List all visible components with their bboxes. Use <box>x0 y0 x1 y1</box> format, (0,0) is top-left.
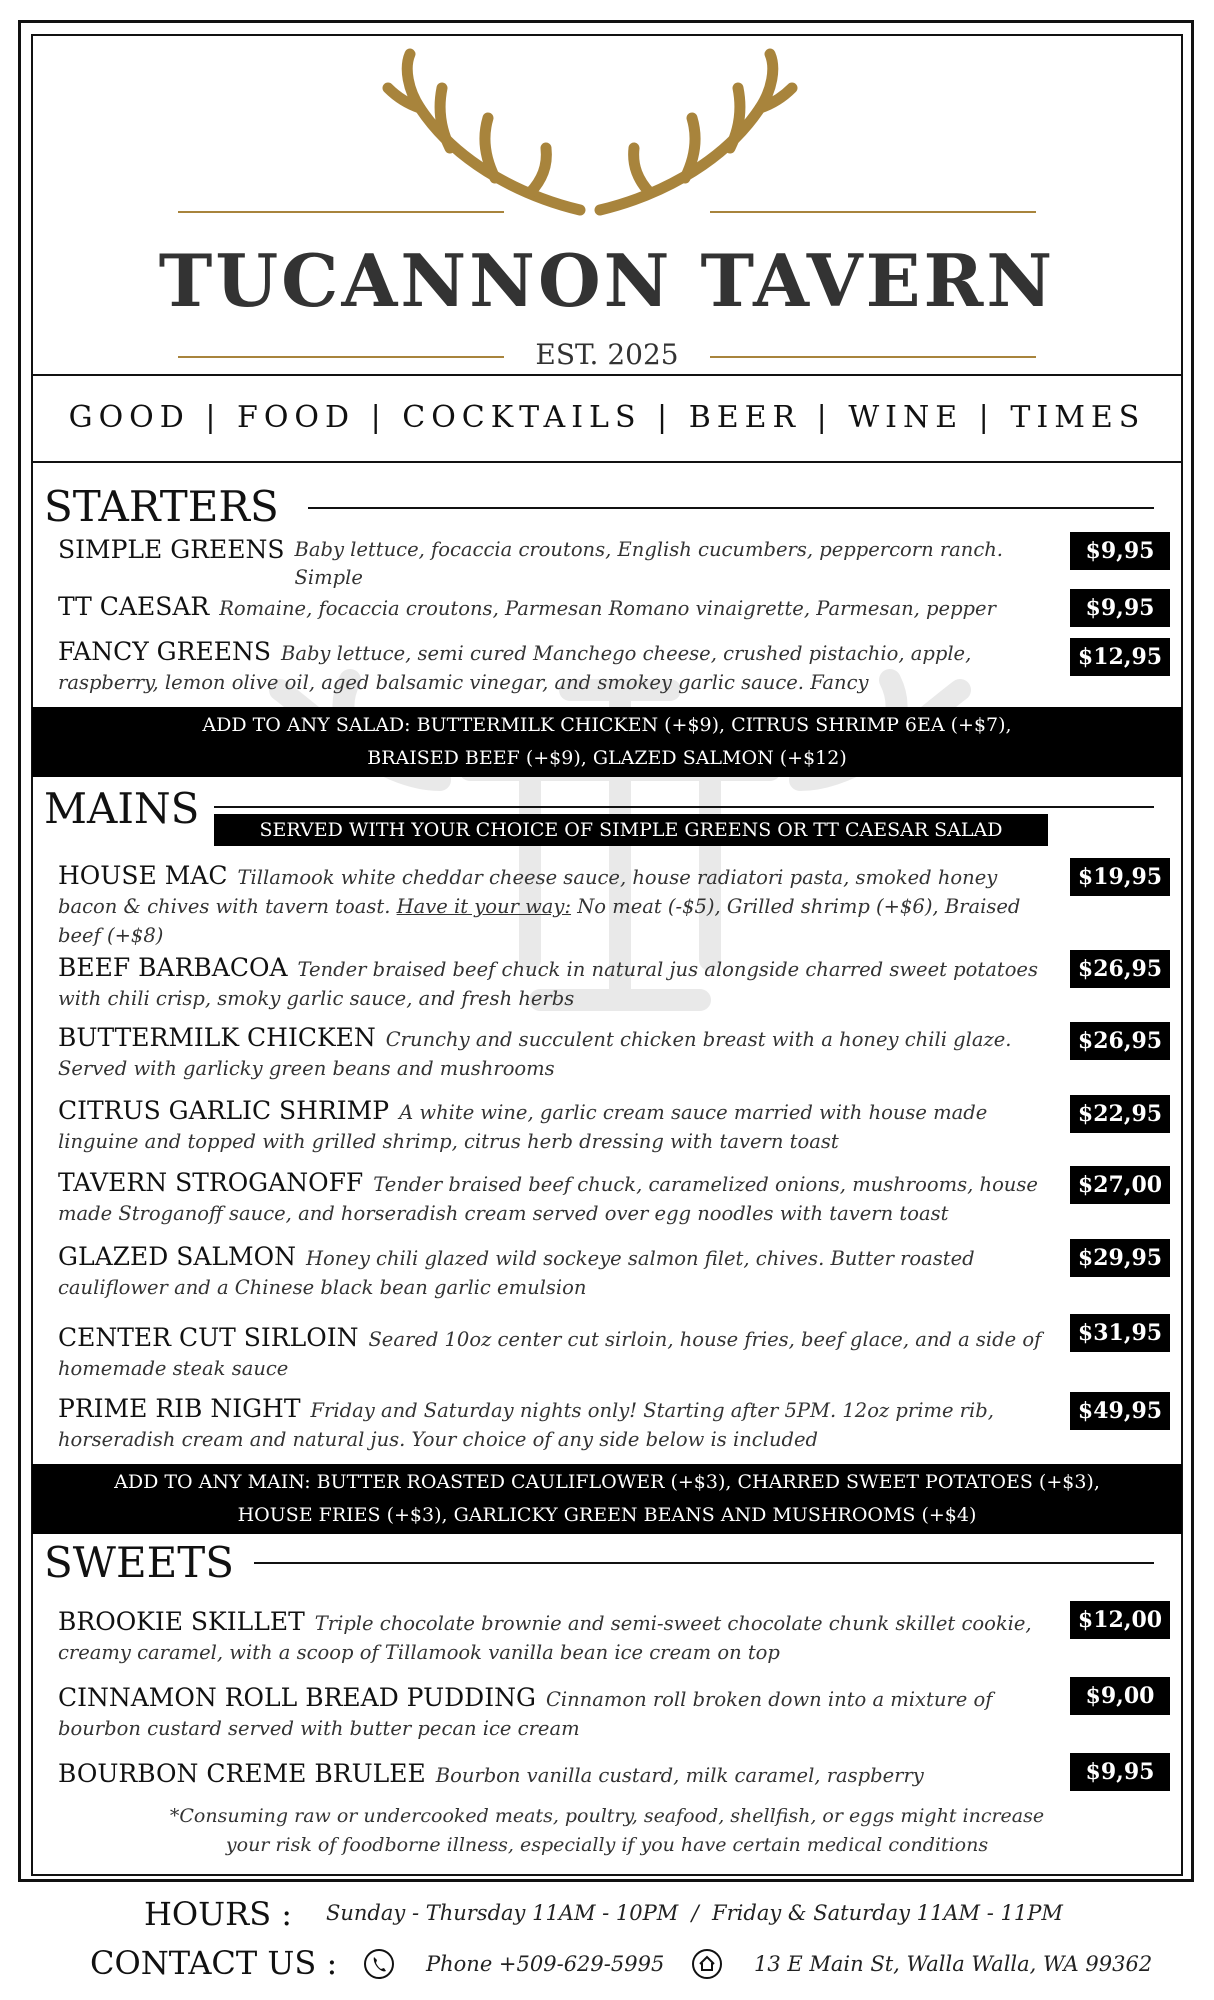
main-addon-banner <box>32 1464 1182 1534</box>
disclaimer-line-2: your risk of foodborne illness, especially if you have certain medical conditions <box>225 1834 989 1856</box>
mains-subtitle-banner: SERVED WITH YOUR CHOICE OF SIMPLE GREENS OR TT CAESAR SALAD <box>214 814 1048 846</box>
item-description: Friday and Saturday nights only! Starting after 5PM. 12oz prime rib, horseradish cream and natural jus. Your choice of any side below is included <box>58 1399 994 1451</box>
price-prime-rib-night: $49,95 <box>1070 1392 1170 1430</box>
disclaimer-line-1: *Consuming raw or undercooked meats, poultry, seafood, shellfish, or eggs might increase <box>169 1805 1045 1827</box>
item-description: Crunchy and succulent chicken breast with a honey chili glaze. Served with garlicky green beans and mushrooms <box>58 1028 1012 1080</box>
item-name: BEEF BARBACOA <box>58 953 288 982</box>
price-beef-barbacoa: $26,95 <box>1070 950 1170 988</box>
item-name: CENTER CUT SIRLOIN <box>58 1323 359 1352</box>
price-brookie-skillet: $12,00 <box>1070 1601 1170 1639</box>
item-description: Tender braised beef chuck in natural jus alongside charred sweet potatoes with chili crisp, smoky garlic sauce, and fresh herbs <box>58 958 1038 1010</box>
price-house-mac: $19,95 <box>1070 858 1170 896</box>
contact-label: CONTACT US : <box>90 1944 338 1982</box>
item-name: CINNAMON ROLL BREAD PUDDING <box>58 1683 536 1712</box>
price-tt-caesar: $9,95 <box>1070 589 1170 627</box>
header-line-left <box>178 211 504 213</box>
item-name: SIMPLE GREENS <box>58 535 285 564</box>
menu-item-house-mac <box>58 862 1048 950</box>
menu-item-center-cut-sirloin <box>58 1324 1048 1383</box>
menu-item-prime-rib-night <box>58 1395 1048 1454</box>
sweets-rule <box>254 1562 1154 1564</box>
main-addon-line-2: HOUSE FRIES (+$3), GARLICKY GREEN BEANS AND MUSHROOMS (+$4) <box>237 1504 977 1526</box>
item-description: Honey chili glazed wild sockeye salmon filet, chives. Butter roasted cauliflower and a Chinese black bean garlic emulsion <box>58 1247 975 1299</box>
section-title-sweets: SWEETS <box>44 1538 235 1587</box>
hours-text: Sunday - Thursday 11AM - 10PM / Friday & Saturday 11AM - 11PM <box>326 1901 1063 1925</box>
item-description: Baby lettuce, semi cured Manchego cheese, crushed pistachio, apple, raspberry, lemon olive oil, aged balsamic vinegar, and smokey garlic sauce. Fancy <box>58 642 972 694</box>
menu-item-simple-greens <box>58 536 1048 592</box>
item-description: Seared 10oz center cut sirloin, house fries, beef glace, and a side of homemade steak sauce <box>58 1328 1042 1380</box>
address: 13 E Main St, Walla Walla, WA 99362 <box>754 1952 1153 1976</box>
item-name: BOURBON CREME BRULEE <box>58 1759 426 1788</box>
menu-item-bourbon-creme-brulee <box>58 1760 1048 1790</box>
item-description: A white wine, garlic cream sauce married with house made linguine and topped with grilled shrimp, citrus herb dressing with tavern toast <box>58 1101 988 1153</box>
item-description: Triple chocolate brownie and semi-sweet chocolate chunk skillet cookie, creamy caramel, with a scoop of Tillamook vanilla bean ice cream on top <box>58 1612 1032 1664</box>
established-year: EST. 2025 <box>535 338 679 371</box>
tagline-top-divider <box>31 374 1183 376</box>
phone-icon <box>364 1949 394 1979</box>
menu-item-citrus-garlic-shrimp <box>58 1097 1048 1156</box>
item-name: GLAZED SALMON <box>58 1242 296 1271</box>
price-bourbon-creme-brulee: $9,95 <box>1070 1753 1170 1791</box>
menu-item-brookie-skillet <box>58 1608 1048 1667</box>
item-description: Baby lettuce, focaccia croutons, English cucumbers, peppercorn ranch. Simple <box>294 538 1004 589</box>
salad-addon-banner <box>32 707 1182 777</box>
hours-label: HOURS : <box>144 1895 293 1933</box>
price-tavern-stroganoff: $27,00 <box>1070 1166 1170 1204</box>
price-simple-greens: $9,95 <box>1070 532 1170 570</box>
mains-rule <box>214 806 1154 808</box>
section-title-mains: MAINS <box>44 784 200 833</box>
phone-number[interactable]: Phone +509-629-5995 <box>426 1952 665 1976</box>
menu-item-buttermilk-chicken <box>58 1024 1048 1083</box>
page-title: TUCANNON TAVERN <box>158 238 1056 323</box>
menu-item-cinnamon-roll-bread-pudding <box>58 1684 1048 1743</box>
item-name: HOUSE MAC <box>58 861 228 890</box>
section-title-starters: STARTERS <box>44 482 279 531</box>
main-addon-line-1: ADD TO ANY MAIN: BUTTER ROASTED CAULIFLOWER (+$3), CHARRED SWEET POTATOES (+$3), <box>114 1471 1100 1493</box>
item-description: Tender braised beef chuck, caramelized onions, mushrooms, house made Stroganoff sauce, and horseradish cream served over egg noodles with tavern toast <box>58 1173 1038 1225</box>
antlers-logo <box>380 48 800 218</box>
item-description: Romaine, focaccia croutons, Parmesan Romano vinaigrette, Parmesan, pepper <box>219 597 996 620</box>
menu-item-tt-caesar <box>58 593 1048 623</box>
price-buttermilk-chicken: $26,95 <box>1070 1022 1170 1060</box>
price-glazed-salmon: $29,95 <box>1070 1239 1170 1277</box>
salad-addon-line-1: ADD TO ANY SALAD: BUTTERMILK CHICKEN (+$9), CITRUS SHRIMP 6EA (+$7), <box>202 714 1012 736</box>
item-description: Cinnamon roll broken down into a mixture of bourbon custard served with butter pecan ice cream <box>58 1688 993 1740</box>
menu-item-tavern-stroganoff <box>58 1169 1048 1228</box>
price-citrus-garlic-shrimp: $22,95 <box>1070 1095 1170 1133</box>
price-cinnamon-roll-bread-pudding: $9,00 <box>1070 1677 1170 1715</box>
food-safety-disclaimer <box>60 1802 1154 1860</box>
tagline-bottom-divider <box>31 461 1183 463</box>
item-description: Bourbon vanilla custard, milk caramel, raspberry <box>435 1764 924 1787</box>
menu-item-beef-barbacoa <box>58 954 1048 1013</box>
menu-item-glazed-salmon <box>58 1243 1048 1302</box>
price-center-cut-sirloin: $31,95 <box>1070 1314 1170 1352</box>
item-description: Tillamook white cheddar cheese sauce, house radiatori pasta, smoked honey bacon & chives with tavern toast. Have it your way: No meat (-$5), Grilled shrimp (+$6), Braised beef (+$8) <box>58 866 1021 947</box>
starters-rule <box>308 507 1154 509</box>
item-name: BROOKIE SKILLET <box>58 1607 305 1636</box>
salad-addon-line-2: BRAISED BEEF (+$9), GLAZED SALMON (+$12) <box>367 747 847 769</box>
item-name: BUTTERMILK CHICKEN <box>58 1023 376 1052</box>
home-icon <box>692 1949 722 1979</box>
item-name: TAVERN STROGANOFF <box>58 1168 364 1197</box>
item-name: CITRUS GARLIC SHRIMP <box>58 1096 390 1125</box>
item-name: PRIME RIB NIGHT <box>58 1394 301 1423</box>
tagline: GOOD | FOOD | COCKTAILS | BEER | WINE | TIMES <box>68 400 1146 435</box>
price-fancy-greens: $12,95 <box>1070 638 1170 676</box>
header-line-right <box>710 211 1036 213</box>
menu-item-fancy-greens <box>58 638 1048 697</box>
item-name: FANCY GREENS <box>58 637 271 666</box>
item-name: TT CAESAR <box>58 592 210 621</box>
